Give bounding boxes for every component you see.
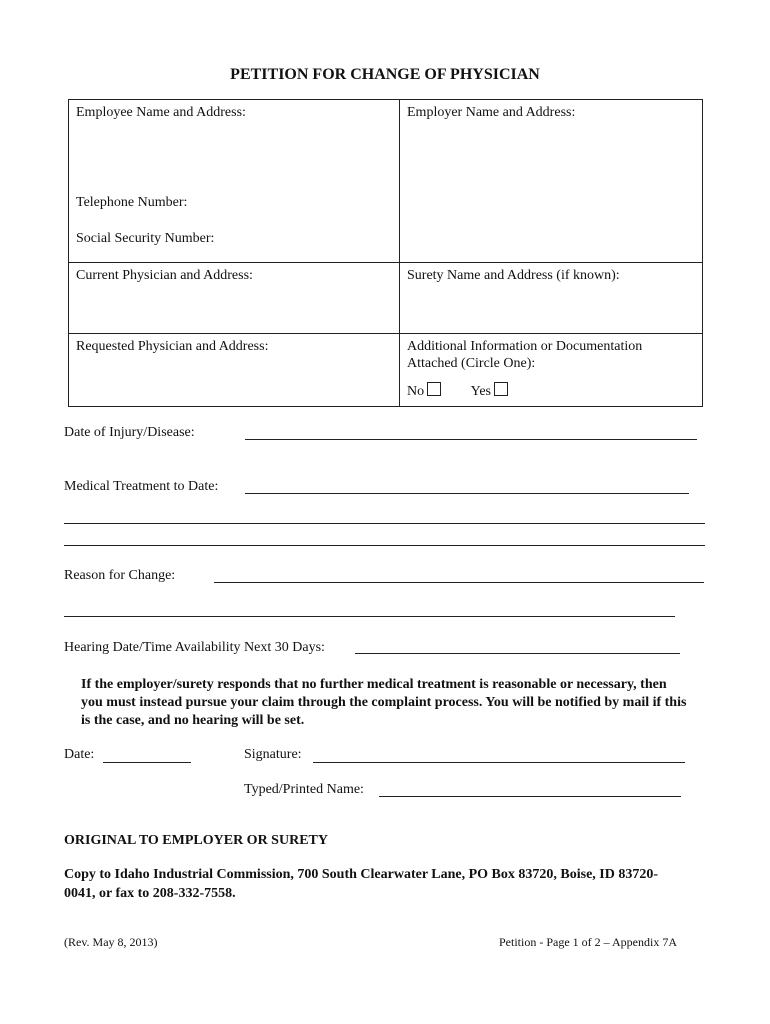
signature-label: Signature:: [244, 747, 302, 762]
medical-treatment-label: Medical Treatment to Date:: [64, 479, 219, 494]
requested-physician-label: Requested Physician and Address:: [76, 339, 269, 354]
typed-name-label: Typed/Printed Name:: [244, 782, 364, 797]
ssn-label: Social Security Number:: [76, 231, 215, 246]
current-physician-label: Current Physician and Address:: [76, 268, 253, 283]
page-title: PETITION FOR CHANGE OF PHYSICIAN: [230, 66, 540, 83]
original-to-text: ORIGINAL TO EMPLOYER OR SURETY: [64, 833, 328, 848]
hearing-label: Hearing Date/Time Availability Next 30 Days:: [64, 640, 325, 655]
employee-label: Employee Name and Address:: [76, 105, 246, 120]
requested-physician-cell[interactable]: [69, 334, 400, 407]
revision-text: (Rev. May 8, 2013): [64, 935, 158, 949]
no-option-label: No: [407, 384, 425, 399]
hearing-line[interactable]: [355, 653, 680, 654]
date-label: Date:: [64, 747, 95, 762]
employer-cell[interactable]: [400, 100, 703, 263]
current-physician-cell[interactable]: [69, 263, 400, 334]
notice-text: If the employer/surety responds that no further medical treatment is reasonable or necessary, then you must instead pursue your claim through the complaint process. You will be notified by mail if this is the case, and no hearing will be set.: [81, 677, 687, 728]
page-info-text: Petition - Page 1 of 2 – Appendix 7A: [499, 935, 677, 949]
date-of-injury-line[interactable]: [245, 439, 697, 440]
yes-option-label: Yes: [470, 384, 491, 399]
yes-checkbox[interactable]: [494, 382, 508, 396]
surety-label: Surety Name and Address (if known):: [407, 268, 620, 283]
info-table: [68, 99, 703, 407]
additional-info-cell: [400, 334, 703, 407]
additional-info-label: Additional Information or Documentation Attached (Circle One):: [407, 339, 643, 371]
employee-cell[interactable]: [69, 100, 400, 263]
medical-treatment-line-2[interactable]: [64, 523, 705, 524]
date-line[interactable]: [103, 762, 191, 763]
no-checkbox[interactable]: [427, 382, 441, 396]
circle-one-options: [407, 382, 695, 400]
typed-name-line[interactable]: [379, 796, 681, 797]
medical-treatment-line-3[interactable]: [64, 545, 705, 546]
surety-cell[interactable]: [400, 263, 703, 334]
reason-line[interactable]: [214, 582, 704, 583]
telephone-label: Telephone Number:: [76, 195, 188, 210]
reason-line-2[interactable]: [64, 616, 675, 617]
date-of-injury-label: Date of Injury/Disease:: [64, 425, 195, 440]
employer-label: Employer Name and Address:: [407, 105, 576, 120]
medical-treatment-line[interactable]: [245, 493, 689, 494]
signature-line[interactable]: [313, 762, 685, 763]
copy-to-text: Copy to Idaho Industrial Commission, 700 South Clearwater Lane, PO Box 83720, Boise, ID 83720-0041, or fax to 208-332-7558.: [64, 867, 659, 901]
reason-label: Reason for Change:: [64, 568, 176, 583]
